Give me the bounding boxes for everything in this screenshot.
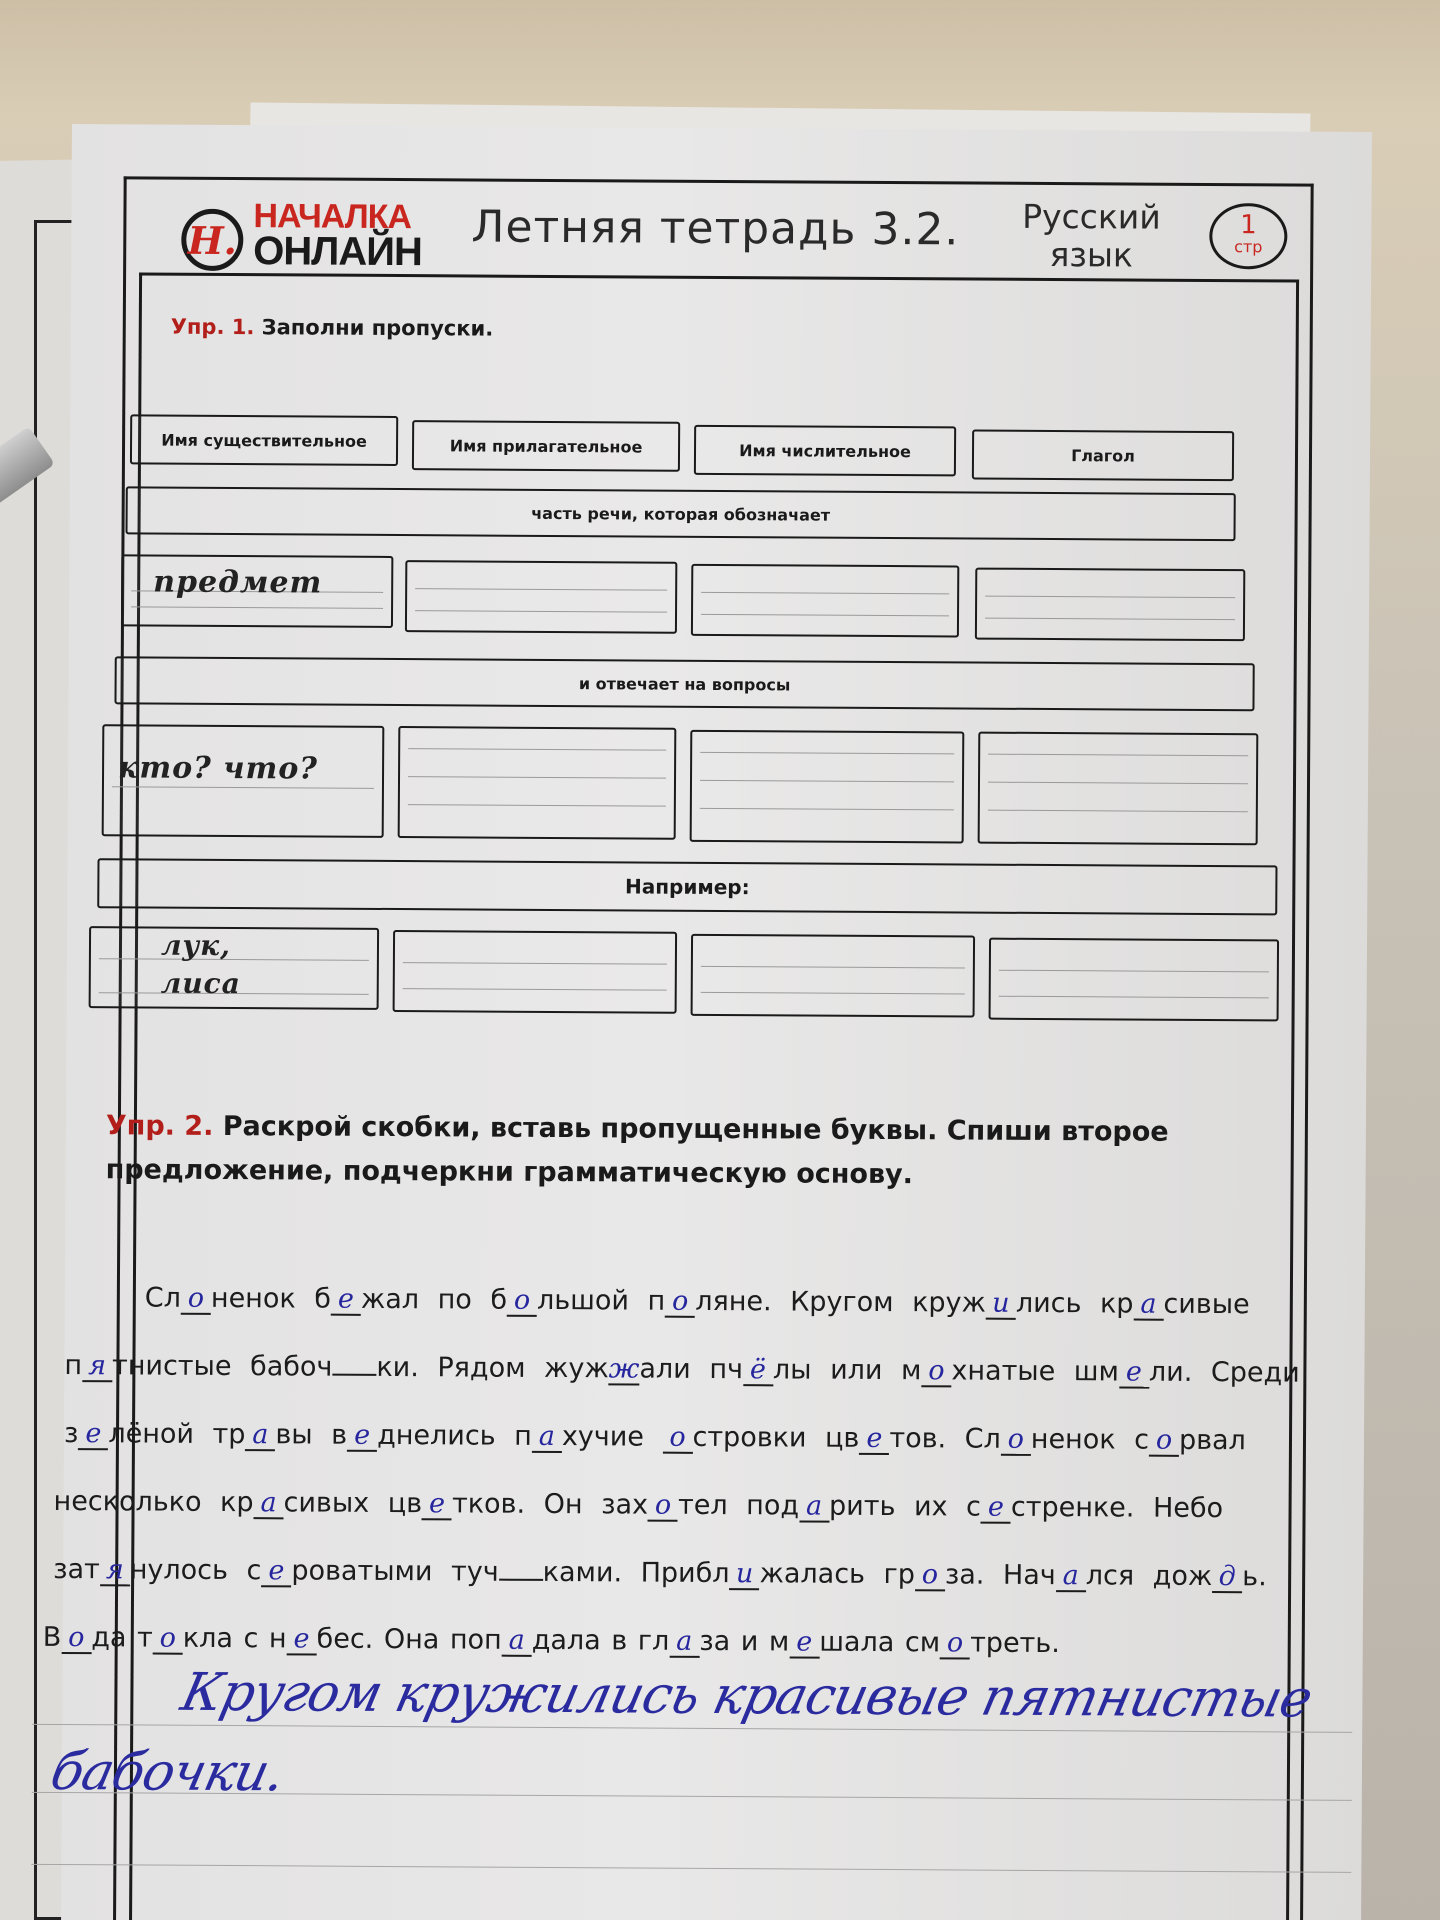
- blank-letter: о: [662, 1424, 692, 1454]
- text-segment: сивые: [1163, 1288, 1250, 1321]
- text-segment: вы в: [275, 1419, 348, 1451]
- column-header-verb: Глагол: [972, 430, 1234, 482]
- text-segment: зат: [53, 1553, 100, 1586]
- blank-letter: а: [799, 1492, 829, 1522]
- answer-cell-numeral-questions: [690, 730, 965, 844]
- text-segment: ли. Среди: [1148, 1356, 1300, 1389]
- answer-cell-verb-examples: [989, 938, 1279, 1022]
- answer-cell-noun-questions: [102, 724, 385, 838]
- text-segment: п: [64, 1350, 83, 1382]
- exercise2-instruction: Раскрой скобки, вставь пропущенные буквы. Спиши второе предложение, подчеркни грамматическую основу.: [105, 1110, 1169, 1191]
- blank-letter: о: [1149, 1427, 1179, 1457]
- answer-cell-numeral-examples: [691, 934, 975, 1018]
- text-segment: бес. Она поп: [316, 1623, 502, 1656]
- answer-cell-numeral-means: [691, 564, 959, 638]
- blank-letter: [499, 1579, 543, 1581]
- column-header-numeral: Имя числительное: [694, 425, 956, 477]
- logo-text-top: НАЧАЛКА: [253, 197, 412, 237]
- text-segment: днелись п: [377, 1419, 532, 1452]
- handwritten-answer-line2: бабочки.: [45, 1741, 290, 1804]
- blank-letter: о: [507, 1287, 537, 1317]
- text-segment: стренке. Небо: [1010, 1491, 1224, 1525]
- text-segment: стровки цв: [692, 1421, 860, 1454]
- blank-letter: е: [287, 1625, 317, 1655]
- logo-mark-icon: Н.: [181, 209, 243, 271]
- worksheet-page: [42, 124, 1372, 1920]
- blank-letter: я: [100, 1556, 130, 1586]
- blank-letter: е: [789, 1628, 819, 1658]
- answer-cell-verb-questions: [978, 732, 1259, 846]
- text-segment: Сл: [144, 1282, 182, 1314]
- blank-letter: о: [921, 1357, 951, 1387]
- text-segment: тнистые бабоч: [111, 1350, 333, 1383]
- blank-letter: я: [82, 1352, 112, 1382]
- blank-letter: а: [1133, 1291, 1163, 1321]
- blank-letter: е: [981, 1494, 1011, 1524]
- blank-letter: о: [181, 1285, 211, 1315]
- handwritten-means: предмет: [153, 564, 323, 601]
- exercise2-title: [105, 1104, 1306, 1199]
- exercise1-title: [171, 315, 494, 341]
- blank-letter: о: [61, 1624, 91, 1654]
- text-segment: за. Нач: [944, 1559, 1056, 1592]
- blank-letter: е: [78, 1420, 108, 1450]
- row-label-answers: и отвечает на вопросы: [114, 656, 1254, 711]
- row-label-means: часть речи, которая обозначает: [126, 486, 1236, 541]
- notebook-title: Летняя тетрадь 3.2.: [471, 201, 960, 256]
- text-row: [53, 1536, 1267, 1611]
- column-header-adjective: Имя прилагательное: [412, 420, 680, 472]
- blank-letter: а: [253, 1489, 283, 1519]
- page-number-badge: [1209, 203, 1287, 269]
- handwritten-questions: кто? что?: [117, 750, 319, 787]
- blank-letter: е: [331, 1286, 361, 1316]
- text-segment: треть.: [970, 1627, 1060, 1660]
- answer-cell-adjective-examples: [393, 930, 677, 1014]
- text-segment: лёной тр: [108, 1418, 246, 1451]
- text-segment: лись кр: [1015, 1287, 1134, 1320]
- text-segment: лы или м: [772, 1354, 922, 1387]
- exercise2-label: Упр. 2.: [105, 1110, 214, 1142]
- blank-letter: ж: [608, 1353, 640, 1385]
- blank-letter: о: [153, 1625, 183, 1655]
- text-segment: да т: [91, 1622, 153, 1654]
- text-segment: шала см: [819, 1626, 941, 1659]
- blank-letter: о: [648, 1492, 678, 1522]
- blank-letter: е: [261, 1557, 291, 1587]
- subject: [991, 198, 1191, 275]
- text-segment: сивых цв: [283, 1487, 423, 1520]
- handwritten-example1: лук,: [160, 928, 232, 963]
- handwritten-example2: лиса: [160, 966, 241, 1001]
- answer-cell-noun-means: [121, 554, 393, 628]
- column-header-noun: Имя существительное: [130, 414, 398, 466]
- text-row: [145, 1264, 1250, 1339]
- text-segment: ненок б: [210, 1282, 332, 1315]
- text-row: [64, 1400, 1246, 1475]
- text-segment: хучие: [561, 1421, 663, 1453]
- text-segment: тков. Он зах: [451, 1488, 649, 1521]
- page-label: стр: [1234, 237, 1263, 257]
- text-segment: жал по б: [360, 1283, 508, 1316]
- blank-letter: и: [986, 1290, 1016, 1320]
- blank-letter: а: [502, 1627, 532, 1657]
- text-segment: хнатые шм: [951, 1355, 1120, 1388]
- text-segment: за и м: [699, 1625, 790, 1658]
- text-segment: ки. Рядом жуж: [376, 1351, 609, 1385]
- handwritten-answer-line1: Кругом кружились красивые пятнистые: [175, 1662, 1317, 1730]
- blank-letter: а: [1056, 1562, 1086, 1592]
- text-segment: роватыми туч: [291, 1555, 499, 1588]
- blank-letter: е: [1119, 1358, 1149, 1388]
- text-row: [53, 1468, 1223, 1543]
- blank-letter: и: [729, 1560, 759, 1590]
- blank-letter: е: [422, 1490, 452, 1520]
- blank-letter: о: [665, 1288, 695, 1318]
- text-segment: тов. Сл: [889, 1423, 1001, 1455]
- answer-cell-verb-means: [975, 568, 1245, 642]
- subject-line2: язык: [1049, 235, 1134, 275]
- exercise1-label: Упр. 1.: [170, 314, 255, 340]
- text-segment: ками. Прибл: [542, 1556, 730, 1590]
- text-segment: жалась гр: [759, 1558, 916, 1591]
- text-segment: ненок с: [1030, 1423, 1150, 1456]
- text-segment: дала в гл: [531, 1624, 670, 1657]
- blank-letter: а: [532, 1423, 562, 1453]
- blank-letter: е: [347, 1422, 377, 1452]
- text-segment: кла с н: [182, 1622, 287, 1655]
- page-number: 1: [1240, 210, 1257, 241]
- text-segment: льшой п: [536, 1284, 666, 1317]
- text-segment: рить их с: [828, 1490, 982, 1523]
- text-segment: рвал: [1178, 1424, 1246, 1457]
- subject-line1: Русский: [1022, 196, 1161, 237]
- text-segment: лся дож: [1085, 1560, 1213, 1593]
- text-segment: тел под: [677, 1489, 800, 1522]
- blank-letter: о: [1001, 1426, 1031, 1456]
- blank-letter: о: [940, 1629, 970, 1659]
- blank-letter: е: [859, 1425, 889, 1455]
- text-segment: ляне. Кругом круж: [695, 1285, 986, 1319]
- text-row: [64, 1332, 1300, 1408]
- text-segment: несколько кр: [53, 1485, 254, 1519]
- text-segment: з: [63, 1418, 79, 1450]
- blank-letter: д: [1212, 1563, 1242, 1593]
- text-segment: нулось с: [129, 1554, 262, 1587]
- answer-cell-adjective-questions: [398, 726, 677, 840]
- blank-letter: о: [915, 1561, 945, 1591]
- blank-letter: ё: [743, 1356, 773, 1386]
- row-label-examples: Например:: [97, 858, 1277, 915]
- blank-letter: [332, 1374, 376, 1376]
- blank-letter: а: [245, 1421, 275, 1451]
- logo: [181, 185, 482, 277]
- text-segment: ь.: [1242, 1561, 1267, 1593]
- logo-text-bottom: ОНЛАЙН: [253, 229, 422, 275]
- text-segment: В: [42, 1621, 62, 1653]
- answer-cell-adjective-means: [405, 560, 677, 634]
- text-segment: али пч: [639, 1353, 744, 1386]
- blank-letter: а: [669, 1628, 699, 1658]
- answer-cell-noun-examples: [89, 926, 379, 1010]
- exercise1-instruction: Заполни пропуски.: [261, 315, 494, 341]
